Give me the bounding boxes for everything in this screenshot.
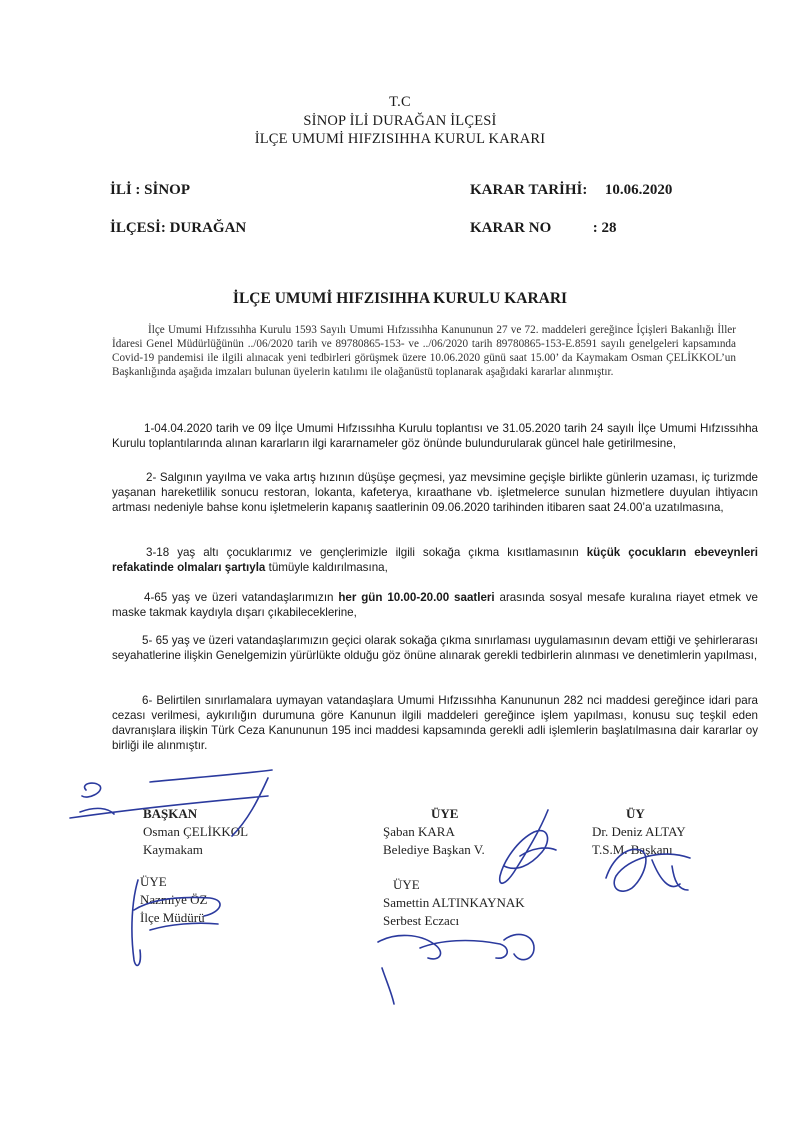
signature-uye-3 (140, 873, 208, 927)
signature-uye-4 (383, 876, 525, 930)
signature-baskan (143, 805, 248, 859)
decision-text-6: 6- Belirtilen sınırlamalara uymayan vatandaşlara Umumi Hıfzıssıhha Kanununun 282 nci maddesi gereğince idari para cezası verilmesi, aykırılığın durumuna göre Kanunun ilgili maddeleri gereğince işlem yapılması, konusu suç teşkil eden davranışlara ilişkin Türk Ceza Kanununun 195 inci maddesi kapsamında gerekli adli işlemlerin başlatılmasına dair kararlar oy birliği ile alınmıştır. (112, 694, 758, 752)
uye4-signature-mark (378, 934, 534, 1004)
signature-uye-1 (383, 805, 485, 859)
baskan-title: Kaymakam (143, 842, 203, 857)
document-title: İLÇE UMUMİ HIFZISIHHA KURULU KARARI (232, 290, 568, 307)
decision-text-1: 1-04.04.2020 tarih ve 09 İlçe Umumi Hıfzıssıhha Kurulu toplantısı ve 31.05.2020 tarih 24 sayılı İlçe Umumi Hıfzıssıhha Kurulu toplantılarında alınan kararların ilgi kararnameler göz önünde bulundurularak güncel hale getirilmesine, (112, 422, 758, 450)
uye1-title: Belediye Başkan V. (383, 842, 485, 857)
karar-tarihi-label: KARAR TARİHİ: (470, 182, 588, 198)
uye1-signature-mark (500, 810, 556, 883)
decision-item-2 (112, 470, 758, 515)
baskan-role: BAŞKAN (143, 806, 198, 821)
meta-ilce: İLÇESİ: DURAĞAN (110, 220, 247, 236)
uye2-role: ÜY (626, 806, 645, 821)
uye4-name: Samettin ALTINKAYNAK (383, 895, 525, 910)
uye3-role: ÜYE (140, 874, 167, 889)
intro-paragraph (112, 323, 736, 379)
decision-item-3 (112, 545, 758, 575)
header-title: İLÇE UMUMİ HIFZISIHHA KURUL KARARI (254, 131, 546, 147)
karar-no-label: KARAR NO (470, 220, 552, 236)
uye4-title: Serbest Eczacı (383, 913, 460, 928)
header-tc: T.C (389, 94, 411, 110)
intro-text: İlçe Umumi Hıfzıssıhha Kurulu 1593 Sayılı Umumi Hıfzıssıhha Kanununun 27 ve 72. maddeleri gereğince İçişleri Bakanlığı İller İdaresi Genel Müdürlüğünün ../06/2020 tarih ve 89780865-153- ve ../06/2020 tarih 89780865-153-E.8591 sayılı genelgeleri kapsamında Covid-19 pandemisi ile ilgili alınacak yeni tedbirleri görüşmek üzere 10.06.2020 günü saat 15.00’ da Kaymakam Osman ÇELİKKOL’un Başkanlığında aşağıda imzaları bulunan üyelerin katılımı ile olağanüstü toplanarak aşağıdaki kararlar alınmıştır. (112, 324, 736, 378)
decision-text-4b: arasında sosyal mesafe kuralına riayet etmek ve maske takmak kaydıyla dışarı çıkabileceklerine, (112, 591, 758, 619)
uye1-role: ÜYE (431, 806, 459, 821)
header-province: SİNOP İLİ DURAĞAN İLÇESİ (303, 113, 497, 129)
uye3-name: Nazmiye ÖZ (140, 892, 208, 907)
uye3-title: İlçe Müdürü (140, 910, 205, 925)
karar-no-value: : 28 (592, 220, 617, 236)
decision-text-2: 2- Salgının yayılma ve vaka artış hızının düşüşe geçmesi, yaz mevsimine geçişle birlikte günlerin uzaması, iç turizmde yaşanan hareketlilik sonucu restoran, lokanta, kafeterya, kıraathane vb. işletmelerce sunulan hizmetlere duyulan ihtiyacın artması nedeniyle bahse konu işletmelerin kapanış saatlerinin 09.06.2020 tarihinden itibaren saat 24.00’a uzatılmasına, (112, 471, 758, 514)
uye4-role: ÜYE (393, 877, 420, 892)
meta-karar-tarihi (470, 182, 672, 199)
meta-karar-no (470, 220, 617, 237)
decision-item-6 (112, 693, 758, 753)
baskan-name: Osman ÇELİKKOL (143, 824, 249, 839)
decision-item-4 (112, 590, 758, 620)
decision-text-3b: tümüyle kaldırılmasına, (268, 561, 388, 574)
uye2-title: T.S.M. Başkanı (592, 842, 673, 857)
decision-text-4a: 4-65 yaş ve üzeri vatandaşlarımızın (144, 591, 334, 604)
decision-text-3a: 3-18 yaş altı çocuklarımız ve gençlerimizle ilgili sokağa çıkma kısıtlamasının (146, 546, 579, 559)
meta-il: İLİ : SİNOP (110, 182, 191, 198)
karar-tarihi-value: 10.06.2020 (604, 182, 673, 198)
decision-item-1 (112, 421, 758, 451)
uye2-name: Dr. Deniz ALTAY (592, 824, 686, 839)
decision-text-4-bold: her gün 10.00-20.00 saatleri (338, 591, 495, 604)
uye1-name: Şaban KARA (383, 824, 455, 839)
decision-item-5 (112, 633, 758, 663)
decision-text-3-bold: küçük çocukların ebeveynleri refakatinde olmaları şartıyla (112, 546, 758, 574)
signature-uye-2 (592, 805, 686, 859)
decision-text-5: 5- 65 yaş ve üzeri vatandaşlarımızın geçici olarak sokağa çıkma sınırlaması uygulamasının devam ettiği ve şehirlerarası seyahatlerine ilişkin Genelgemizin yürürlükte olduğu göz önüne alınarak gerekli tedbirlerin alınması ve denetimlerin yapılması, (112, 634, 758, 662)
